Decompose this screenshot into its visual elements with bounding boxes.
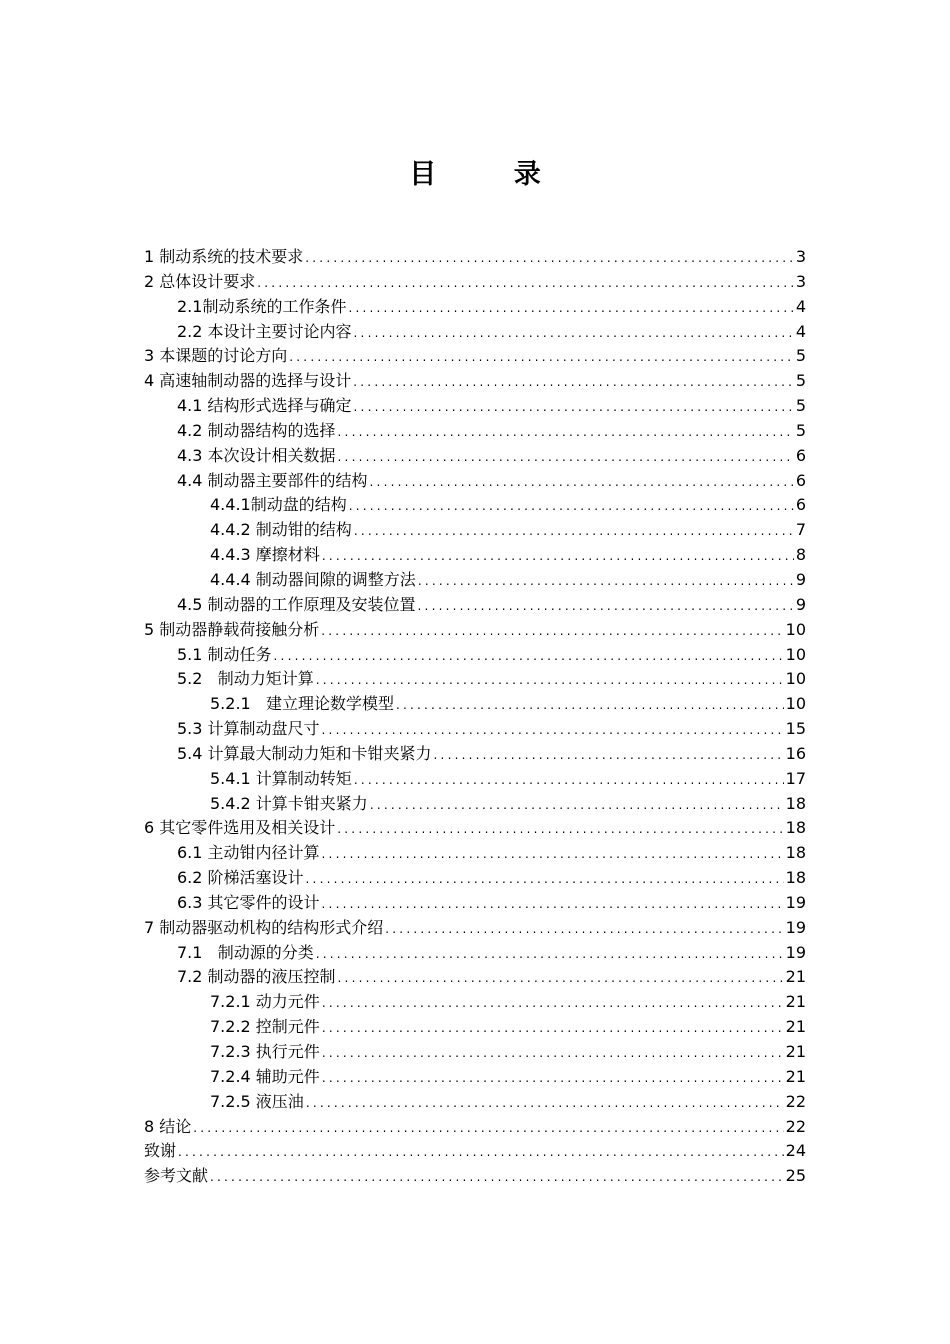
toc-entry-title: 5.4 计算最大制动力矩和卡钳夹紧力 — [177, 743, 432, 763]
toc-dot-leader — [338, 445, 794, 470]
toc-entry-page-number: 21 — [785, 992, 806, 1012]
toc-dot-leader — [418, 569, 794, 594]
toc-dot-leader — [305, 246, 794, 271]
toc-dot-leader — [322, 544, 794, 569]
toc-dot-leader — [385, 917, 783, 942]
toc-entry-page-number: 7 — [795, 520, 806, 540]
toc-entry-page-number: 16 — [785, 743, 806, 763]
toc-entry-page-number: 8 — [795, 545, 806, 565]
toc-dot-leader — [349, 494, 794, 519]
toc-entry-title: 5.3 计算制动盘尺寸 — [177, 719, 320, 739]
toc-dot-leader — [321, 619, 783, 644]
toc-entry[interactable] — [144, 1090, 806, 1115]
toc-dot-leader — [322, 718, 784, 743]
toc-entry[interactable] — [144, 469, 806, 494]
toc-entry-page-number: 5 — [795, 396, 806, 416]
toc-entry-page-number: 4 — [795, 296, 806, 316]
toc-dot-leader — [289, 345, 794, 370]
toc-dot-leader — [354, 768, 784, 793]
toc-entry-title: 7 制动器驱动机构的结构形式介绍 — [144, 917, 384, 937]
toc-entry[interactable] — [144, 643, 806, 668]
toc-dot-leader — [306, 1091, 784, 1116]
toc-entry[interactable] — [144, 1015, 806, 1040]
toc-entry-page-number: 21 — [785, 1042, 806, 1061]
toc-entry[interactable] — [144, 941, 806, 966]
toc-entry[interactable] — [144, 369, 806, 394]
toc-entry-page-number: 19 — [785, 942, 806, 962]
toc-entry-title: 5.4.2 计算卡钳夹紧力 — [210, 793, 368, 813]
toc-entry-page-number: 5 — [795, 346, 806, 366]
toc-entry[interactable] — [144, 543, 806, 568]
toc-list — [144, 245, 806, 1189]
toc-entry-page-number: 9 — [795, 594, 806, 614]
toc-entry-title: 4.4.2 制动钳的结构 — [210, 520, 352, 540]
toc-entry[interactable] — [144, 816, 806, 841]
toc-entry-page-number: 10 — [785, 694, 806, 714]
toc-dot-leader — [210, 1165, 784, 1190]
toc-entry-page-number: 24 — [785, 1141, 806, 1161]
toc-dot-leader — [306, 867, 784, 892]
toc-dot-leader — [370, 470, 794, 495]
toc-dot-leader — [322, 1016, 784, 1041]
toc-entry-title: 4.5 制动器的工作原理及安装位置 — [177, 594, 416, 614]
toc-entry[interactable] — [144, 841, 806, 866]
toc-entry-page-number: 19 — [785, 892, 806, 912]
toc-dot-leader — [370, 793, 784, 818]
toc-entry-title: 5.2.1 建立理论数学模型 — [210, 694, 394, 714]
toc-entry-page-number: 25 — [785, 1166, 806, 1186]
toc-entry-title: 5.2 制动力矩计算 — [177, 669, 314, 689]
toc-entry-title: 5.1 制动任务 — [177, 644, 272, 664]
toc-entry[interactable] — [144, 1164, 806, 1189]
toc-title: 目 录 — [409, 159, 575, 190]
toc-entry-page-number: 22 — [785, 1116, 806, 1136]
toc-entry-page-number: 9 — [795, 569, 806, 589]
toc-dot-leader — [322, 1041, 784, 1066]
toc-entry-title: 4.4.4 制动器间隙的调整方法 — [210, 569, 416, 589]
toc-entry-page-number: 3 — [795, 247, 806, 266]
toc-entry-title: 2 总体设计要求 — [144, 271, 256, 291]
toc-entry-page-number: 10 — [785, 669, 806, 689]
toc-entry-title: 5 制动器静载荷接触分析 — [144, 619, 320, 639]
toc-dot-leader — [274, 644, 784, 669]
toc-entry[interactable] — [144, 866, 806, 891]
toc-dot-leader — [178, 1140, 784, 1165]
toc-entry[interactable] — [144, 792, 806, 817]
toc-entry[interactable] — [144, 618, 806, 643]
toc-dot-leader — [338, 420, 794, 445]
toc-entry-page-number: 21 — [785, 1017, 806, 1037]
toc-entry[interactable] — [144, 916, 806, 941]
toc-entry-title: 7.2 制动器的液压控制 — [177, 967, 336, 987]
toc-dot-leader — [354, 395, 794, 420]
toc-entry-page-number: 22 — [785, 1091, 806, 1111]
toc-entry-title: 7.2.1 动力元件 — [210, 992, 320, 1012]
toc-entry-title: 8 结论 — [144, 1116, 192, 1136]
toc-entry-page-number: 5 — [795, 371, 806, 391]
toc-entry-page-number: 3 — [795, 271, 806, 291]
toc-entry-title: 参考文献 — [144, 1166, 209, 1186]
toc-dot-leader — [322, 892, 784, 917]
toc-entry-title: 7.2.4 辅助元件 — [210, 1066, 320, 1086]
toc-entry[interactable] — [144, 717, 806, 742]
toc-dot-leader — [322, 991, 784, 1016]
toc-entry-page-number: 21 — [785, 1066, 806, 1086]
toc-entry-title: 4.2 制动器结构的选择 — [177, 420, 336, 440]
toc-entry[interactable] — [144, 742, 806, 767]
toc-entry-title: 1 制动系统的技术要求 — [144, 247, 304, 266]
toc-entry-title: 4.1 结构形式选择与确定 — [177, 396, 352, 416]
toc-entry-page-number: 18 — [785, 868, 806, 888]
toc-entry-title: 7.2.3 执行元件 — [210, 1042, 320, 1061]
toc-entry-title: 6.1 主动钳内径计算 — [177, 843, 320, 863]
toc-entry[interactable] — [144, 518, 806, 543]
toc-entry-page-number: 17 — [785, 768, 806, 788]
toc-entry-title: 4.3 本次设计相关数据 — [177, 445, 336, 465]
toc-entry-page-number: 18 — [785, 843, 806, 863]
toc-entry[interactable] — [144, 270, 806, 295]
toc-entry-page-number: 5 — [795, 420, 806, 440]
toc-dot-leader — [354, 519, 794, 544]
toc-entry[interactable] — [144, 344, 806, 369]
toc-entry[interactable] — [144, 767, 806, 792]
toc-entry-title: 7.1 制动源的分类 — [177, 942, 314, 962]
toc-entry[interactable] — [144, 667, 806, 692]
toc-entry[interactable] — [144, 1139, 806, 1164]
toc-entry-title: 4 高速轴制动器的选择与设计 — [144, 371, 352, 391]
toc-dot-leader — [322, 1066, 784, 1091]
toc-entry[interactable] — [144, 1040, 806, 1065]
toc-dot-leader — [354, 321, 794, 346]
toc-entry[interactable] — [144, 1065, 806, 1090]
toc-entry-title: 6.3 其它零件的设计 — [177, 892, 320, 912]
toc-entry-title: 致谢 — [144, 1141, 177, 1161]
toc-entry[interactable] — [144, 419, 806, 444]
toc-entry-title: 3 本课题的讨论方向 — [144, 346, 288, 366]
toc-entry-title: 7.2.5 液压油 — [210, 1091, 304, 1111]
toc-entry[interactable] — [144, 891, 806, 916]
toc-entry-title: 5.4.1 计算制动转矩 — [210, 768, 352, 788]
toc-entry-title: 6.2 阶梯活塞设计 — [177, 868, 304, 888]
toc-entry-title: 4.4 制动器主要部件的结构 — [177, 470, 368, 490]
toc-entry-page-number: 10 — [785, 619, 806, 639]
toc-dot-leader — [257, 271, 794, 296]
toc-entry-page-number: 18 — [785, 793, 806, 813]
toc-dot-leader — [353, 370, 794, 395]
toc-entry[interactable] — [144, 320, 806, 345]
toc-dot-leader — [193, 1116, 783, 1141]
toc-entry-page-number: 10 — [785, 644, 806, 664]
toc-entry-page-number: 4 — [795, 321, 806, 341]
toc-dot-leader — [316, 942, 784, 967]
toc-dot-leader — [316, 668, 784, 693]
toc-dot-leader — [348, 296, 793, 321]
toc-entry-page-number: 15 — [785, 719, 806, 739]
toc-entry-page-number: 6 — [795, 445, 806, 465]
toc-entry-page-number: 21 — [785, 967, 806, 987]
toc-dot-leader — [418, 594, 794, 619]
toc-entry-title: 6 其它零件选用及相关设计 — [144, 818, 336, 838]
toc-entry-title: 2.1制动系统的工作条件 — [177, 296, 347, 316]
toc-entry-title: 7.2.2 控制元件 — [210, 1017, 320, 1037]
toc-entry[interactable] — [144, 295, 806, 320]
toc-dot-leader — [338, 966, 784, 991]
toc-entry[interactable] — [144, 1115, 806, 1140]
toc-entry[interactable] — [144, 394, 806, 419]
toc-entry-page-number: 18 — [785, 818, 806, 838]
toc-entry[interactable] — [144, 568, 806, 593]
toc-entry[interactable] — [144, 692, 806, 717]
toc-entry[interactable] — [144, 245, 806, 270]
toc-dot-leader — [322, 842, 784, 867]
toc-entry[interactable] — [144, 444, 806, 469]
toc-entry[interactable] — [144, 593, 806, 618]
toc-entry-title: 4.4.1制动盘的结构 — [210, 495, 347, 515]
toc-entry-page-number: 6 — [795, 470, 806, 490]
toc-entry[interactable] — [144, 493, 806, 518]
toc-entry[interactable] — [144, 965, 806, 990]
toc-entry[interactable] — [144, 990, 806, 1015]
toc-entry-title: 2.2 本设计主要讨论内容 — [177, 321, 352, 341]
toc-dot-leader — [434, 743, 784, 768]
toc-entry-title: 4.4.3 摩擦材料 — [210, 545, 320, 565]
toc-dot-leader — [337, 817, 783, 842]
toc-entry-page-number: 19 — [785, 917, 806, 937]
toc-entry-page-number: 6 — [795, 495, 806, 515]
toc-dot-leader — [396, 693, 784, 718]
